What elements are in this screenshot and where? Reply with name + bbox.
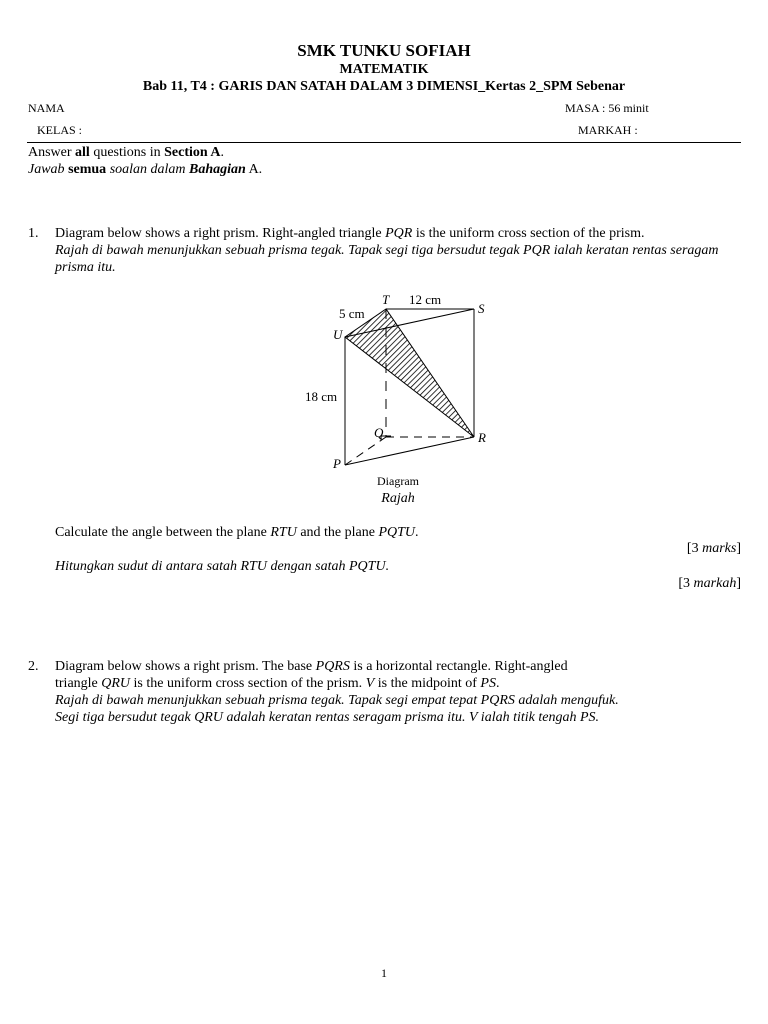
instruction-en-end: . bbox=[220, 145, 224, 160]
q1-task-a: Calculate the angle between the plane bbox=[55, 525, 271, 540]
q1-markah-close: ] bbox=[736, 576, 741, 591]
markah-label: MARKAH : bbox=[578, 123, 638, 137]
page-number: 1 bbox=[381, 966, 387, 980]
instruction-ms-mid: soalan dalam bbox=[106, 162, 190, 177]
subject-title: MATEMATIK bbox=[339, 62, 429, 77]
instruction-ms-end: A. bbox=[245, 162, 263, 177]
question-1-marks-en bbox=[687, 541, 741, 557]
question-1-task-en bbox=[55, 524, 419, 541]
vertex-s: S bbox=[478, 301, 485, 316]
question-2-line-2 bbox=[55, 675, 745, 692]
instruction-ms bbox=[28, 161, 262, 178]
q1-marks-open: [3 bbox=[686, 541, 703, 556]
vertex-t: T bbox=[382, 292, 390, 307]
q1-markah-word: markah bbox=[693, 576, 737, 591]
instruction-en-mid: questions in bbox=[89, 145, 165, 160]
q2-l2-b: QRU bbox=[101, 676, 131, 691]
vertex-u: U bbox=[333, 327, 343, 342]
vertex-q: Q bbox=[374, 425, 384, 440]
question-1-task-ms: Hitungkan sudut di antara satah RTU dengan satah PQTU. bbox=[55, 559, 390, 574]
question-1-text-ms: Rajah di bawah menunjukkan sebuah prisma tegak. Tapak segi tiga bersudut tegak PQR ialah keratan rentas seragam prisma itu. bbox=[55, 243, 719, 275]
prism-diagram bbox=[290, 288, 510, 478]
q1-task-d: PQTU bbox=[378, 525, 416, 540]
vertex-p: P bbox=[333, 456, 341, 471]
q1-task-b: RTU bbox=[270, 525, 297, 540]
dim-5cm: 5 cm bbox=[339, 306, 365, 321]
q1-en-b: PQR bbox=[385, 226, 413, 241]
q1-task-c: and the plane bbox=[296, 525, 379, 540]
q1-en-a: Diagram below shows a right prism. Right-angled triangle bbox=[55, 226, 386, 241]
q1-en-c: is the uniform cross section of the prism. bbox=[412, 226, 645, 241]
question-1-text-en bbox=[55, 225, 745, 242]
q1-marks-close: ] bbox=[736, 541, 741, 556]
nama-label: NAMA bbox=[28, 101, 65, 115]
q2-l1-b: PQRS bbox=[315, 659, 350, 674]
q2-l2-e: is the midpoint of bbox=[374, 676, 481, 691]
question-2-ms-line-1: Rajah di bawah menunjukkan sebuah prisma tegak. Tapak segi empat tepat PQRS adalah mengufuk. bbox=[55, 693, 619, 708]
instruction-en-bold: all bbox=[75, 145, 90, 160]
q2-l2-f: PS bbox=[480, 676, 496, 691]
masa-label: MASA : 56 minit bbox=[565, 101, 649, 115]
q2-l1-a: Diagram below shows a right prism. The base bbox=[55, 659, 316, 674]
q2-l1-c: is a horizontal rectangle. Right-angled bbox=[349, 659, 568, 674]
q2-l2-g: . bbox=[495, 676, 500, 691]
chapter-title: Bab 11, T4 : GARIS DAN SATAH DALAM 3 DIMENSI_Kertas 2_SPM Sebenar bbox=[142, 79, 626, 94]
dim-12cm: 12 cm bbox=[409, 292, 442, 307]
question-2-number: 2. bbox=[28, 659, 39, 674]
instruction-en-section: Section A bbox=[164, 145, 221, 160]
q1-task-e: . bbox=[415, 525, 419, 540]
q2-l2-d: V bbox=[365, 676, 375, 691]
school-name: SMK TUNKU SOFIAH bbox=[297, 41, 471, 60]
q1-markah-open: [3 bbox=[678, 576, 694, 591]
q2-l2-c: is the uniform cross section of the prism. bbox=[130, 676, 366, 691]
question-2-line-1 bbox=[55, 658, 745, 675]
instruction-ms-bold: semua bbox=[68, 162, 107, 177]
instruction-ms-prefix: Jawab bbox=[28, 162, 69, 177]
instruction-en-prefix: Answer bbox=[28, 145, 76, 160]
vertex-r: R bbox=[478, 430, 486, 445]
diagram-caption-ms: Rajah bbox=[381, 491, 415, 506]
q1-marks-word: marks bbox=[702, 541, 737, 556]
question-1-marks-ms bbox=[678, 576, 741, 592]
instruction-en bbox=[28, 144, 224, 161]
edge-pr bbox=[345, 437, 474, 465]
kelas-label: KELAS : bbox=[37, 123, 82, 137]
header-divider bbox=[27, 142, 741, 143]
dim-18cm: 18 cm bbox=[305, 389, 338, 404]
diagram-caption-en: Diagram bbox=[377, 474, 419, 488]
q2-l2-a: triangle bbox=[55, 676, 102, 691]
question-2-ms-line-2: Segi tiga bersudut tegak QRU adalah keratan rentas seragam prisma itu. V ialah titik tengah PS. bbox=[55, 710, 600, 725]
shaded-plane-rtu bbox=[345, 309, 474, 437]
question-1-number: 1. bbox=[28, 226, 39, 241]
instruction-ms-section: Bahagian bbox=[189, 162, 246, 177]
